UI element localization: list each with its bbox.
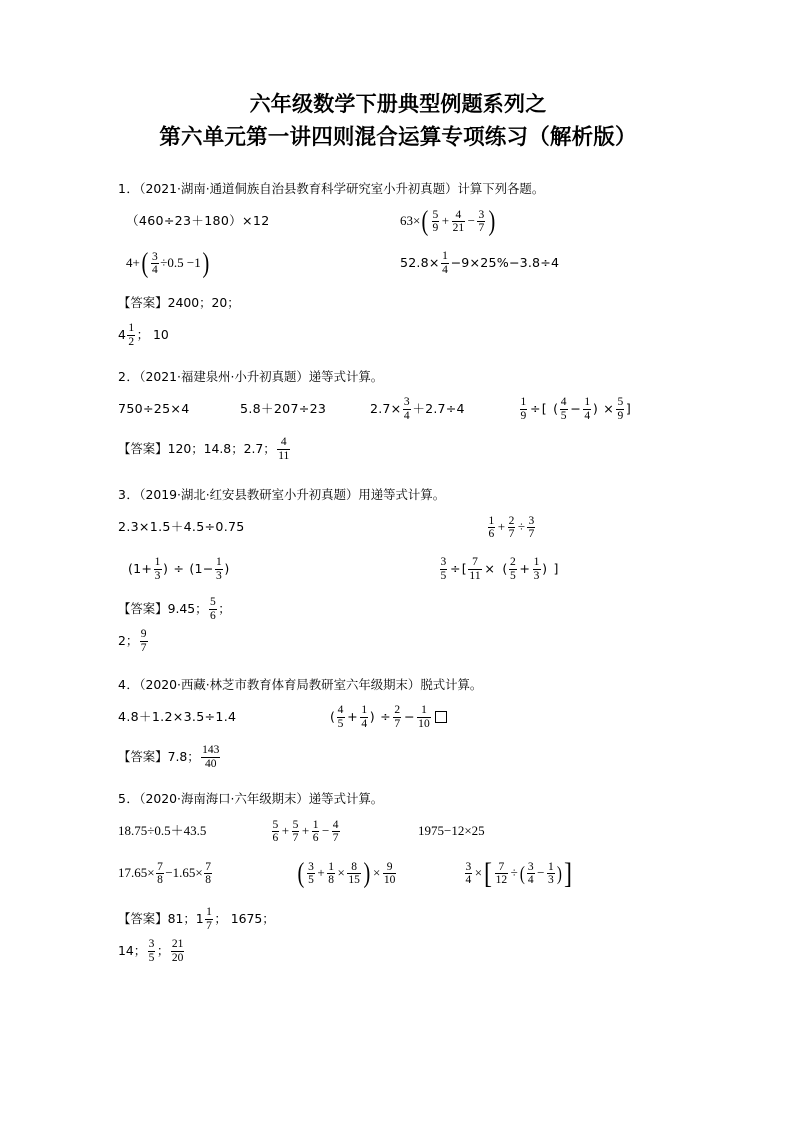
expression-q3-4 (438, 550, 559, 588)
answer-label: 【答案】 (118, 441, 168, 456)
question-3-number: 3． (118, 487, 140, 502)
title-line-2: 第六单元第一讲四则混合运算专项练习（解析版） (159, 125, 637, 150)
answer-values: 9.45； (167, 601, 208, 616)
paren-open-icon: ( (330, 709, 336, 724)
fraction: $\frac{3}{4}$ (152, 250, 158, 277)
fraction: $\frac{2}{7}$ (394, 704, 401, 730)
question-2-expression-row-1 (118, 390, 678, 430)
expr-tail: ÷0.5 −1 (160, 255, 201, 270)
question-2-source: （2021·福建泉州·小升初真题） (139, 369, 309, 384)
fraction: $\frac{4}{11}$ (278, 436, 290, 462)
expr-lead: 1− (194, 561, 214, 576)
expr-tail: ＋2.7÷4 (412, 401, 465, 416)
question-3-answer-line-1 (118, 594, 678, 624)
fraction: $\frac{1}{6}$ (488, 514, 495, 541)
question-5-instruction: 递等式计算。 (308, 791, 384, 806)
operator: + (347, 709, 358, 724)
operator: + (281, 823, 290, 838)
expression-q4-2 (330, 698, 447, 736)
paren-open-icon: ( (297, 856, 305, 889)
fraction: $\frac{5}{6}$ (210, 596, 216, 622)
fraction: $\frac{7}{8}$ (157, 860, 163, 887)
fraction: $\frac{5}{9}$ (432, 208, 439, 235)
question-5-source: （2020·海南海口·六年级期末） (139, 791, 309, 806)
paren-open-icon: ( (141, 246, 149, 279)
expression-q5-2 (270, 812, 341, 850)
expr-lead: 1+ (133, 561, 153, 576)
paren-close-icon: ) (592, 401, 598, 416)
fraction: $\frac{7}{11}$ (469, 556, 481, 582)
question-4-source: （2020·西藏·林芝市教育体育局教研室六年级期末） (139, 677, 421, 692)
expression-q3-3 (128, 550, 230, 588)
expr-lead: 2.7× (370, 401, 402, 416)
empty-box-icon (435, 711, 447, 723)
expression-q1-4 (400, 244, 559, 282)
question-1-source: （2021·湖南·通道侗族自治县教育科学研究室小升初真题） (139, 181, 458, 196)
fraction: $\frac{3}{5}$ (440, 556, 447, 582)
expr-lead: 52.8× (400, 255, 440, 270)
fraction: $\frac{1}{4}$ (361, 704, 368, 730)
expression-q2-1: 750÷25×4 (118, 401, 190, 416)
fraction: $\frac{143}{40}$ (202, 744, 220, 770)
question-5-answer-line-1 (118, 904, 678, 934)
bracket-open-icon: [ (484, 856, 493, 890)
expr-lead: 63× (400, 213, 421, 228)
operator: ÷ (375, 709, 391, 724)
answer-values: 7.8； (167, 749, 200, 764)
expression-q1-3 (126, 244, 210, 282)
answer-label: 【答案】 (118, 911, 168, 926)
operator: × (474, 865, 483, 880)
question-1-number: 1． (118, 181, 140, 196)
answer-label: 【答案】 (118, 601, 168, 616)
operator: ÷ (169, 561, 189, 576)
paren-close-icon: ) (557, 862, 563, 885)
expr-tail: −9×25%−3.8÷4 (450, 255, 560, 270)
answer-tail: ； 10 (136, 327, 169, 342)
paren-open-icon: ( (421, 204, 429, 237)
expression-q1-1: （460÷23＋180）×12 (126, 213, 270, 228)
question-3-expression-row-2 (118, 550, 678, 590)
expression-q5-6 (463, 854, 573, 892)
fraction: $\frac{4}{21}$ (452, 208, 465, 235)
question-4-heading (118, 676, 678, 694)
answer-tail: ； 1675； (214, 911, 275, 926)
operator: ÷ (517, 519, 525, 534)
fraction: $\frac{8}{15}$ (348, 860, 360, 887)
fraction: $\frac{1}{4}$ (442, 250, 449, 276)
fraction: $\frac{21}{20}$ (171, 938, 184, 964)
fraction: $\frac{1}{2}$ (128, 322, 135, 348)
expression-q5-4 (118, 854, 214, 892)
operator: − (321, 823, 330, 838)
operator: − (537, 865, 545, 880)
answer-tail: ； (218, 601, 231, 616)
expression-q5-3: 1975−12×25 (418, 823, 485, 838)
question-3-answer-line-2 (118, 624, 678, 658)
question-1-answer-line-1 (118, 288, 678, 318)
expression-q3-1: 2.3×1.5＋4.5÷0.75 (118, 519, 245, 534)
title-line-1: 六年级数学下册典型例题系列之 (249, 92, 547, 116)
operator: − (403, 709, 415, 724)
page-content (118, 88, 678, 968)
fraction: $\frac{1}{3}$ (215, 556, 222, 582)
answer-whole: 1 (195, 911, 204, 926)
question-5-answer-line-2 (118, 934, 678, 968)
question-5-expression-row-1 (118, 812, 678, 852)
fraction: $\frac{1}{7}$ (206, 906, 212, 932)
question-1-instruction: 计算下列各题。 (457, 181, 545, 196)
fraction: $\frac{3}{4}$ (465, 860, 472, 887)
answer-values: 2； (118, 633, 139, 648)
fraction: $\frac{9}{7}$ (140, 628, 147, 654)
fraction: $\frac{1}{9}$ (520, 396, 527, 422)
fraction: $\frac{3}{5}$ (148, 938, 155, 964)
operator: × (373, 865, 381, 880)
question-3-heading (118, 486, 678, 504)
fraction: $\frac{7}{12}$ (495, 860, 508, 887)
paren-close-icon: ) (163, 561, 169, 576)
paren-open-icon: ( (128, 561, 134, 576)
operator: × (484, 561, 496, 576)
question-4-instruction: 脱式计算。 (420, 677, 483, 692)
fraction: $\frac{3}{5}$ (308, 860, 314, 887)
question-1-heading (118, 180, 678, 198)
operator: + (301, 823, 310, 838)
question-3-instruction: 用递等式计算。 (358, 487, 446, 502)
operator: + (497, 519, 506, 534)
question-4-expression-row-1 (118, 698, 678, 738)
operator: + (441, 213, 450, 228)
answer-values: 120；14.8；2.7； (167, 441, 276, 456)
question-1-answer-line-2 (118, 318, 678, 352)
paren-close-icon: ) (488, 204, 495, 237)
fraction: $\frac{5}{7}$ (292, 818, 299, 845)
bracket-open-icon: [ (461, 561, 467, 576)
question-5-number: 5． (118, 791, 140, 806)
operator: − (570, 401, 581, 416)
question-3-expression-row-1 (118, 508, 678, 548)
operator: + (519, 561, 531, 576)
operator: + (317, 865, 325, 880)
operator: × (337, 865, 345, 880)
fraction: $\frac{3}{7}$ (478, 208, 485, 235)
question-4-answer-line-1 (118, 742, 678, 772)
paren-open-icon: ( (519, 862, 525, 885)
expression-q5-5 (296, 854, 398, 892)
operator: − (467, 213, 475, 228)
operator: ÷ (510, 865, 518, 880)
paren-close-icon: ) (363, 856, 371, 889)
answer-values: 2400；20； (167, 295, 240, 310)
fraction: $\frac{5}{6}$ (272, 818, 279, 845)
question-2-instruction: 递等式计算。 (308, 369, 384, 384)
question-1-expression-row-2 (118, 244, 678, 284)
answer-whole: 4 (118, 327, 126, 342)
expression-q2-3 (370, 390, 465, 428)
operator: ÷ (449, 561, 461, 576)
paren-close-icon: ) (202, 246, 209, 279)
fraction: $\frac{1}{3}$ (154, 556, 161, 582)
expr-mid: −1.65× (165, 865, 203, 880)
operator: × (598, 401, 614, 416)
answer-label: 【答案】 (118, 749, 168, 764)
bracket-close-icon: ] (625, 401, 632, 416)
expression-q5-1: 18.75÷0.5＋43.5 (118, 823, 207, 838)
fraction: $\frac{1}{8}$ (328, 860, 335, 887)
expression-q2-2: 5.8＋207÷23 (240, 401, 327, 416)
fraction: $\frac{4}{5}$ (560, 396, 567, 422)
fraction: $\frac{1}{3}$ (548, 860, 554, 887)
bracket-open-icon: [ (541, 401, 547, 416)
fraction: $\frac{4}{7}$ (332, 818, 339, 845)
bracket-close-icon: ] (553, 561, 559, 576)
fraction: $\frac{3}{4}$ (527, 860, 534, 887)
expression-q3-2 (486, 508, 537, 546)
question-5-heading (118, 790, 678, 808)
paren-open-icon: ( (189, 561, 195, 576)
fraction: $\frac{2}{7}$ (508, 514, 515, 541)
fraction: $\frac{5}{9}$ (617, 396, 624, 422)
answer-sep: ； (156, 943, 170, 958)
expression-q4-1: 4.8＋1.2×3.5÷1.4 (118, 709, 237, 724)
answer-values: 81； (167, 911, 196, 926)
question-2-answer-line-1 (118, 434, 678, 464)
fraction: $\frac{7}{8}$ (205, 860, 212, 887)
answer-label: 【答案】 (118, 295, 168, 310)
fraction: $\frac{1}{10}$ (418, 704, 431, 730)
page-title (118, 88, 678, 154)
paren-close-icon: ) (542, 561, 548, 576)
expression-q2-4 (518, 390, 631, 428)
question-2-number: 2． (118, 369, 140, 384)
operator: ÷ (529, 401, 541, 416)
expr-lead: 17.65× (118, 865, 155, 880)
fraction: $\frac{9}{10}$ (383, 860, 396, 887)
question-2-heading (118, 368, 678, 386)
fraction: $\frac{4}{5}$ (337, 704, 344, 730)
fraction: $\frac{2}{5}$ (509, 556, 516, 582)
question-1-expression-row-1 (118, 202, 678, 242)
expr-lead: 4+ (126, 255, 140, 270)
question-5-expression-row-2 (118, 854, 678, 894)
expression-q1-2 (400, 202, 496, 240)
answer-values: 14； (118, 943, 147, 958)
paren-close-icon: ) (224, 561, 230, 576)
fraction: $\frac{1}{3}$ (533, 556, 540, 582)
paren-open-icon: ( (502, 561, 508, 576)
bracket-close-icon: ] (563, 856, 572, 890)
paren-open-icon: ( (553, 401, 559, 416)
question-3-source: （2019·湖北·红安县教研室小升初真题） (139, 487, 359, 502)
fraction: $\frac{1}{4}$ (584, 396, 591, 422)
paren-close-icon: ) (369, 709, 375, 724)
fraction: $\frac{3}{4}$ (403, 396, 410, 422)
fraction: $\frac{1}{6}$ (312, 818, 319, 845)
fraction: $\frac{3}{7}$ (528, 514, 535, 541)
question-4-number: 4． (118, 677, 140, 692)
